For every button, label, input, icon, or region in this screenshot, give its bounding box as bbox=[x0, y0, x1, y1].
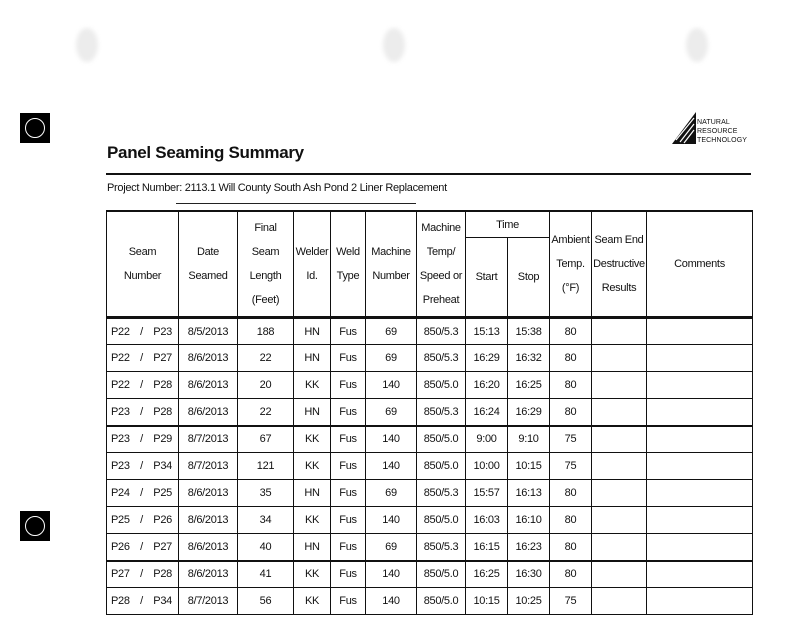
temp-cell: 850/5.0 bbox=[417, 507, 466, 534]
stop-cell: 16:25 bbox=[508, 372, 550, 399]
panel-a: P22 bbox=[111, 325, 130, 338]
ambient-cell: 80 bbox=[550, 345, 592, 372]
length-cell: 35 bbox=[238, 480, 294, 507]
ambient-cell: 75 bbox=[550, 426, 592, 453]
welder-cell: KK bbox=[294, 372, 331, 399]
date-cell: 8/7/2013 bbox=[179, 588, 238, 615]
results-cell bbox=[592, 372, 647, 399]
panel-b: P34 bbox=[153, 460, 172, 472]
results-cell bbox=[592, 507, 647, 534]
logo-text-line: TECHNOLOGY bbox=[697, 137, 748, 144]
type-cell: Fus bbox=[331, 318, 366, 345]
start-cell: 16:03 bbox=[466, 507, 508, 534]
type-cell: Fus bbox=[331, 588, 366, 615]
table-row bbox=[107, 588, 753, 615]
ambient-cell: 80 bbox=[550, 480, 592, 507]
type-cell: Fus bbox=[331, 426, 366, 453]
start-cell: 16:29 bbox=[466, 345, 508, 372]
seam-number-cell bbox=[107, 345, 179, 372]
welder-cell: KK bbox=[294, 453, 331, 480]
panel-b: P28 bbox=[153, 568, 172, 581]
panel-b: P34 bbox=[153, 595, 172, 607]
logo-text-line: NATURAL bbox=[697, 119, 730, 126]
date-cell: 8/5/2013 bbox=[179, 318, 238, 345]
project-number: Project Number: 2113.1 Will County South Ash Pond 2 Liner Replacement bbox=[107, 182, 447, 194]
panel-separator: / bbox=[140, 460, 143, 472]
ambient-cell: 80 bbox=[550, 507, 592, 534]
temp-cell: 850/5.3 bbox=[417, 345, 466, 372]
length-cell: 34 bbox=[238, 507, 294, 534]
panel-separator: / bbox=[140, 595, 143, 607]
length-cell: 67 bbox=[238, 426, 294, 453]
seaming-table bbox=[106, 210, 753, 615]
date-cell: 8/6/2013 bbox=[179, 345, 238, 372]
ambient-cell: 75 bbox=[550, 453, 592, 480]
machine-cell: 69 bbox=[366, 345, 417, 372]
divider bbox=[106, 173, 751, 175]
type-cell: Fus bbox=[331, 507, 366, 534]
table-row bbox=[107, 345, 753, 372]
seam-number-cell bbox=[107, 561, 179, 588]
table-row bbox=[107, 426, 753, 453]
temp-cell: 850/5.0 bbox=[417, 426, 466, 453]
seam-number-cell bbox=[107, 426, 179, 453]
comments-cell bbox=[647, 426, 753, 453]
header-time: Time bbox=[466, 211, 550, 238]
comments-cell bbox=[647, 480, 753, 507]
comments-cell bbox=[647, 588, 753, 615]
machine-cell: 140 bbox=[366, 507, 417, 534]
welder-cell: KK bbox=[294, 507, 331, 534]
panel-b: P23 bbox=[153, 325, 172, 338]
panel-b: P27 bbox=[153, 540, 172, 553]
machine-cell: 140 bbox=[366, 426, 417, 453]
panel-separator: / bbox=[140, 540, 143, 553]
results-cell bbox=[592, 588, 647, 615]
panel-a: P24 bbox=[111, 487, 130, 499]
welder-cell: HN bbox=[294, 399, 331, 426]
start-cell: 15:13 bbox=[466, 318, 508, 345]
table-row bbox=[107, 480, 753, 507]
welder-cell: HN bbox=[294, 345, 331, 372]
panel-b: P25 bbox=[153, 487, 172, 499]
table-row bbox=[107, 507, 753, 534]
length-cell: 22 bbox=[238, 399, 294, 426]
temp-cell: 850/5.3 bbox=[417, 318, 466, 345]
panel-a: P22 bbox=[111, 379, 130, 391]
panel-a: P23 bbox=[111, 433, 130, 446]
ambient-cell: 80 bbox=[550, 561, 592, 588]
comments-cell bbox=[647, 534, 753, 561]
stop-cell: 10:25 bbox=[508, 588, 550, 615]
header-comments: Comments bbox=[647, 211, 753, 318]
punch-hole-icon bbox=[20, 113, 50, 143]
panel-separator: / bbox=[140, 379, 143, 391]
panel-separator: / bbox=[140, 325, 143, 338]
ambient-cell: 75 bbox=[550, 588, 592, 615]
results-cell bbox=[592, 453, 647, 480]
date-cell: 8/6/2013 bbox=[179, 507, 238, 534]
header-start: Start bbox=[466, 238, 508, 318]
machine-cell: 69 bbox=[366, 480, 417, 507]
comments-cell bbox=[647, 507, 753, 534]
header-seam-number: Seam Number bbox=[107, 211, 179, 318]
date-cell: 8/7/2013 bbox=[179, 453, 238, 480]
ambient-cell: 80 bbox=[550, 318, 592, 345]
welder-cell: HN bbox=[294, 318, 331, 345]
comments-cell bbox=[647, 453, 753, 480]
comments-cell bbox=[647, 372, 753, 399]
seam-number-cell bbox=[107, 453, 179, 480]
comments-cell bbox=[647, 345, 753, 372]
header-machine-number: Machine Number bbox=[366, 211, 417, 318]
stop-cell: 16:23 bbox=[508, 534, 550, 561]
panel-separator: / bbox=[140, 433, 143, 446]
header-stop: Stop bbox=[508, 238, 550, 318]
welder-cell: KK bbox=[294, 588, 331, 615]
machine-cell: 140 bbox=[366, 453, 417, 480]
seam-number-cell bbox=[107, 318, 179, 345]
panel-a: P23 bbox=[111, 405, 130, 418]
temp-cell: 850/5.0 bbox=[417, 372, 466, 399]
type-cell: Fus bbox=[331, 534, 366, 561]
machine-cell: 140 bbox=[366, 588, 417, 615]
header-machine-temp: Machine Temp/ Speed or Preheat bbox=[417, 211, 466, 318]
stop-cell: 16:29 bbox=[508, 399, 550, 426]
header-weld-type: Weld Type bbox=[331, 211, 366, 318]
type-cell: Fus bbox=[331, 345, 366, 372]
panel-b: P28 bbox=[153, 379, 172, 391]
stop-cell: 16:32 bbox=[508, 345, 550, 372]
punch-hole-icon bbox=[20, 511, 50, 541]
machine-cell: 140 bbox=[366, 372, 417, 399]
ambient-cell: 80 bbox=[550, 534, 592, 561]
panel-b: P28 bbox=[153, 405, 172, 418]
table-row bbox=[107, 318, 753, 345]
length-cell: 188 bbox=[238, 318, 294, 345]
table-row bbox=[107, 399, 753, 426]
start-cell: 10:00 bbox=[466, 453, 508, 480]
date-cell: 8/6/2013 bbox=[179, 561, 238, 588]
header-destructive-results: Seam End Destructive Results bbox=[592, 211, 647, 318]
panel-a: P26 bbox=[111, 540, 130, 553]
welder-cell: HN bbox=[294, 480, 331, 507]
length-cell: 121 bbox=[238, 453, 294, 480]
machine-cell: 69 bbox=[366, 318, 417, 345]
comments-cell bbox=[647, 561, 753, 588]
divider bbox=[176, 203, 416, 204]
stop-cell: 15:38 bbox=[508, 318, 550, 345]
table-row bbox=[107, 453, 753, 480]
results-cell bbox=[592, 318, 647, 345]
panel-separator: / bbox=[140, 568, 143, 581]
date-cell: 8/6/2013 bbox=[179, 480, 238, 507]
start-cell: 16:15 bbox=[466, 534, 508, 561]
start-cell: 15:57 bbox=[466, 480, 508, 507]
start-cell: 16:25 bbox=[466, 561, 508, 588]
panel-separator: / bbox=[140, 405, 143, 418]
panel-a: P22 bbox=[111, 352, 130, 364]
results-cell bbox=[592, 399, 647, 426]
panel-a: P27 bbox=[111, 568, 130, 581]
ambient-cell: 80 bbox=[550, 372, 592, 399]
temp-cell: 850/5.3 bbox=[417, 480, 466, 507]
panel-separator: / bbox=[140, 352, 143, 364]
stop-cell: 10:15 bbox=[508, 453, 550, 480]
results-cell bbox=[592, 345, 647, 372]
stop-cell: 9:10 bbox=[508, 426, 550, 453]
table-row bbox=[107, 561, 753, 588]
start-cell: 16:24 bbox=[466, 399, 508, 426]
panel-a: P23 bbox=[111, 460, 130, 472]
scan-artifact bbox=[76, 28, 98, 62]
seam-number-cell bbox=[107, 588, 179, 615]
type-cell: Fus bbox=[331, 372, 366, 399]
seam-number-cell bbox=[107, 399, 179, 426]
machine-cell: 140 bbox=[366, 561, 417, 588]
scan-artifact bbox=[686, 28, 708, 62]
temp-cell: 850/5.0 bbox=[417, 453, 466, 480]
temp-cell: 850/5.0 bbox=[417, 588, 466, 615]
machine-cell: 69 bbox=[366, 534, 417, 561]
stop-cell: 16:30 bbox=[508, 561, 550, 588]
comments-cell bbox=[647, 318, 753, 345]
welder-cell: HN bbox=[294, 534, 331, 561]
temp-cell: 850/5.3 bbox=[417, 534, 466, 561]
header-ambient-temp: Ambient Temp. (°F) bbox=[550, 211, 592, 318]
date-cell: 8/7/2013 bbox=[179, 426, 238, 453]
results-cell bbox=[592, 561, 647, 588]
temp-cell: 850/5.0 bbox=[417, 561, 466, 588]
type-cell: Fus bbox=[331, 399, 366, 426]
header-welder-id: Welder Id. bbox=[294, 211, 331, 318]
ambient-cell: 80 bbox=[550, 399, 592, 426]
results-cell bbox=[592, 534, 647, 561]
length-cell: 20 bbox=[238, 372, 294, 399]
machine-cell: 69 bbox=[366, 399, 417, 426]
header-date-seamed: Date Seamed bbox=[179, 211, 238, 318]
type-cell: Fus bbox=[331, 453, 366, 480]
logo-mark-icon bbox=[670, 110, 698, 146]
panel-a: P25 bbox=[111, 514, 130, 526]
date-cell: 8/6/2013 bbox=[179, 372, 238, 399]
results-cell bbox=[592, 426, 647, 453]
type-cell: Fus bbox=[331, 561, 366, 588]
table-row bbox=[107, 534, 753, 561]
date-cell: 8/6/2013 bbox=[179, 534, 238, 561]
length-cell: 56 bbox=[238, 588, 294, 615]
table-row bbox=[107, 372, 753, 399]
start-cell: 9:00 bbox=[466, 426, 508, 453]
seam-number-cell bbox=[107, 480, 179, 507]
logo-text-line: RESOURCE bbox=[697, 128, 738, 135]
seam-number-cell bbox=[107, 507, 179, 534]
length-cell: 41 bbox=[238, 561, 294, 588]
results-cell bbox=[592, 480, 647, 507]
start-cell: 10:15 bbox=[466, 588, 508, 615]
type-cell: Fus bbox=[331, 480, 366, 507]
page-title: Panel Seaming Summary bbox=[107, 143, 304, 162]
stop-cell: 16:13 bbox=[508, 480, 550, 507]
length-cell: 40 bbox=[238, 534, 294, 561]
length-cell: 22 bbox=[238, 345, 294, 372]
header-seam-length: Final Seam Length (Feet) bbox=[238, 211, 294, 318]
stop-cell: 16:10 bbox=[508, 507, 550, 534]
welder-cell: KK bbox=[294, 426, 331, 453]
start-cell: 16:20 bbox=[466, 372, 508, 399]
date-cell: 8/6/2013 bbox=[179, 399, 238, 426]
panel-separator: / bbox=[140, 514, 143, 526]
temp-cell: 850/5.3 bbox=[417, 399, 466, 426]
company-logo bbox=[670, 110, 748, 155]
seam-number-cell bbox=[107, 534, 179, 561]
scan-artifact bbox=[383, 28, 405, 62]
comments-cell bbox=[647, 399, 753, 426]
panel-separator: / bbox=[140, 487, 143, 499]
panel-b: P26 bbox=[153, 514, 172, 526]
panel-b: P29 bbox=[153, 433, 172, 446]
panel-a: P28 bbox=[111, 595, 130, 607]
panel-b: P27 bbox=[153, 352, 172, 364]
seam-number-cell bbox=[107, 372, 179, 399]
welder-cell: KK bbox=[294, 561, 331, 588]
